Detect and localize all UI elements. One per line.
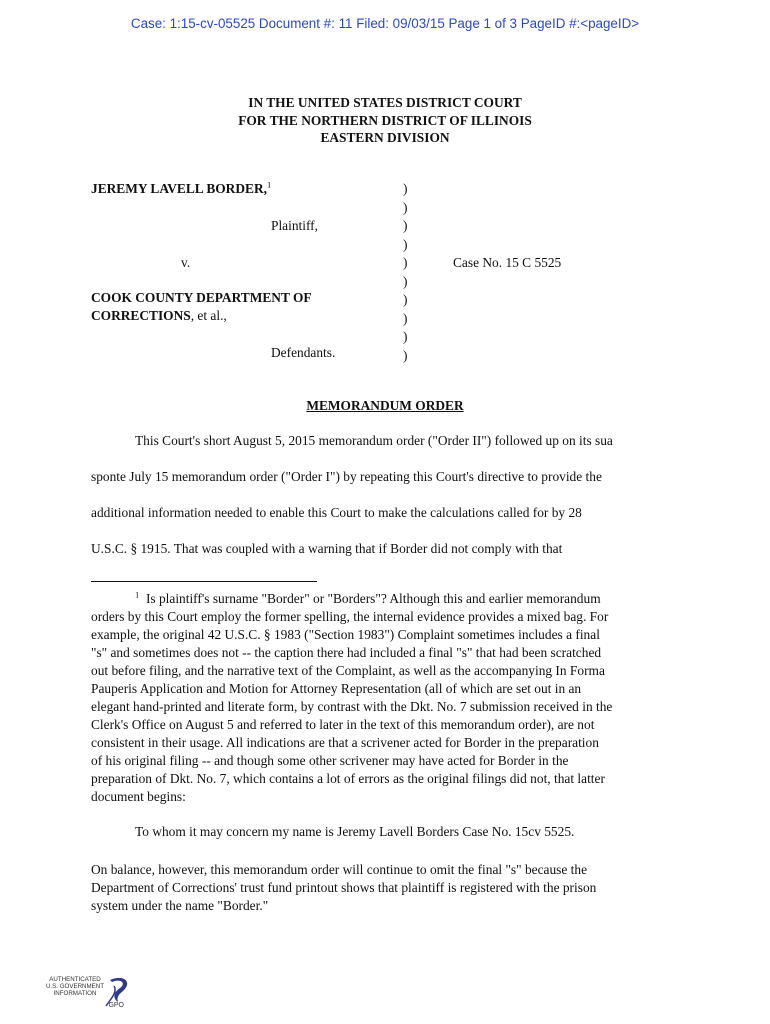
footnote-line: out before filing, and the narrative text of the Complaint, as well as the accompanying In Forma xyxy=(91,663,605,678)
footnote-1 xyxy=(91,590,681,806)
paren: ) xyxy=(403,181,408,196)
defendant-line-1: COOK COUNTY DEPARTMENT OF xyxy=(91,290,312,305)
case-header-stamp: Case: 1:15-cv-05525 Document #: 11 Filed: 09/03/15 Page 1 of 3 PageID #:<pageID> xyxy=(130,16,640,31)
footnote-number: 1 xyxy=(135,589,140,600)
court-line-3: EASTERN DIVISION xyxy=(320,130,450,145)
footnote-line: $^1$ Is plaintiff's surname "Border" or "Borders"? Although this and earlier memorandum xyxy=(135,589,601,606)
paren: ) xyxy=(403,273,408,289)
paren: ) xyxy=(403,347,408,363)
body-line: additional information needed to enable this Court to make the calculations called for by 28 xyxy=(91,505,582,520)
plaintiff-role: Plaintiff, xyxy=(271,218,318,233)
footnote-separator xyxy=(91,581,317,582)
versus-label: v. xyxy=(181,255,191,270)
court-heading xyxy=(0,94,770,147)
footnote-ref: 1 xyxy=(266,179,272,190)
paren: ) xyxy=(403,310,408,326)
footnote-line: Department of Corrections' trust fund printout shows that plaintiff is registered with the prison xyxy=(91,880,597,895)
footnote-line: system under the name "Border." xyxy=(91,898,269,913)
defendant-line-2: CORRECTIONS, et al., xyxy=(91,308,227,323)
paren: ) xyxy=(403,236,408,252)
body-line: U.S.C. § 1915. That was coupled with a warning that if Border did not comply with that xyxy=(91,541,563,556)
footnote-line: Pauperis Application and Motion for Attorney Representation (all of which are set out in an xyxy=(91,681,582,696)
defendant-role: Defendants. xyxy=(271,345,336,360)
footnote-line: example, the original 42 U.S.C. § 1983 ("Section 1983") Complaint sometimes includes a final xyxy=(91,627,600,642)
footnote-line: On balance, however, this memorandum order will continue to omit the final "s" because the xyxy=(91,862,588,877)
gpo-authentication-logo xyxy=(40,972,132,1012)
paren: ) xyxy=(403,199,408,215)
case-number: Case No. 15 C 5525 xyxy=(453,255,562,270)
paren: ) xyxy=(403,329,408,344)
footnote-conclusion xyxy=(91,861,681,915)
footnote-line: Clerk's Office on August 5 and referred to later in the text of this memorandum order), are not xyxy=(91,717,595,732)
memorandum-title: MEMORANDUM ORDER xyxy=(306,398,464,413)
footnote-line: consistent in their usage. All indications are that a scrivener acted for Border in the preparation xyxy=(91,735,599,750)
footnote-line: elegant hand-printed and literate form, by contrast with the Dkt. No. 7 submission received in the xyxy=(91,699,613,714)
footnote-line: orders by this Court employ the former spelling, the internal evidence provides a mixed bag. For xyxy=(91,609,609,624)
footnote-line: of his original filing -- and though some other scrivener may have acted for Border in the xyxy=(91,753,569,768)
court-line-2: FOR THE NORTHERN DISTRICT OF ILLINOIS xyxy=(238,112,532,128)
paren: ) xyxy=(403,218,408,233)
paren: ) xyxy=(403,255,408,270)
court-line-1: IN THE UNITED STATES DISTRICT COURT xyxy=(248,95,522,110)
body-line: This Court's short August 5, 2015 memorandum order ("Order II") followed up on its sua xyxy=(135,433,613,448)
footnote-line: preparation of Dkt. No. 7, which contains a lot of errors as the original filings did not, that latter xyxy=(91,771,605,786)
footnote-quote: To whom it may concern my name is Jeremy Lavell Borders Case No. 15cv 5525. xyxy=(135,824,575,839)
body-line: sponte July 15 memorandum order ("Order I") by repeating this Court's directive to provide the xyxy=(91,469,602,484)
footnote-line: "s" and sometimes does not -- the caption there had included a final "s" that had been scratched xyxy=(91,645,602,660)
paren: ) xyxy=(403,292,408,307)
plaintiff-name: JEREMY LAVELL BORDER,$^1$ xyxy=(91,179,272,196)
gpo-mark: GPO xyxy=(108,1002,124,1009)
footnote-line: document begins: xyxy=(91,789,186,804)
gpo-label: AUTHENTICATED U.S. GOVERNMENT INFORMATION xyxy=(45,976,105,997)
